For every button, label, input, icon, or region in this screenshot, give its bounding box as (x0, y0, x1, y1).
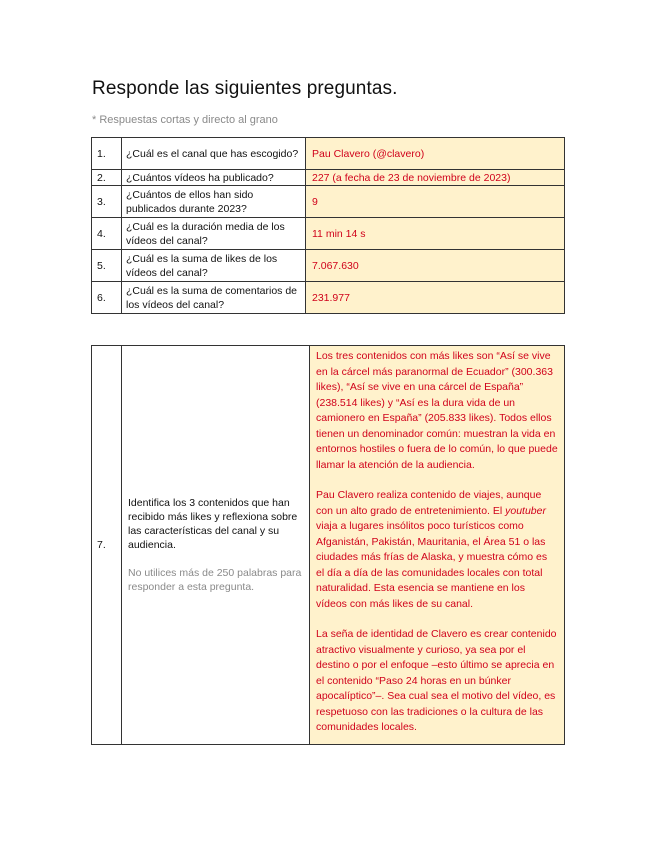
question-number: 5. (92, 250, 122, 282)
answer-paragraph-1: Los tres contenidos con más likes son “Así se vive en la cárcel más paranormal de Ecuador” (300.363 likes), “Así se vive en una cárcel de España” (238.514 likes) y “Así es la dura vida de un camionero en España” (205.833 likes). Todos ellos tienen un denominador común: muestran la vida en entornos hostiles o fuera de lo común, lo que puede llamar la atención de la audiencia. (316, 350, 558, 471)
page-subtitle: * Respuestas cortas y directo al grano (92, 114, 278, 126)
answer-cell (310, 346, 565, 745)
question-text: ¿Cuántos de ellos han sido publicados durante 2023? (122, 186, 306, 218)
answer-paragraph-2 (316, 488, 558, 612)
answer-text: 231.977 (306, 282, 565, 314)
answer-emphasis: youtuber (505, 504, 546, 517)
question-number: 3. (92, 186, 122, 218)
question-number: 4. (92, 218, 122, 250)
question-number: 6. (92, 282, 122, 314)
question-text: ¿Cuál es el canal que has escogido? (122, 138, 306, 170)
page-title: Responde las siguientes preguntas. (92, 78, 398, 99)
question-number: 1. (92, 138, 122, 170)
answer-text: 7.067.630 (306, 250, 565, 282)
question-text: Identifica los 3 contenidos que han recibido más likes y reflexiona sobre las características del canal y su audiencia. (128, 496, 298, 551)
answer-text: Pau Clavero (@clavero) (306, 138, 565, 170)
table-row (92, 346, 565, 745)
answer-text: 11 min 14 s (306, 218, 565, 250)
answer-text: viaja a lugares insólitos poco turísticos como Afganistán, Pakistán, Mauritania, el Área 51 o las ciudades más frías de Alaska, y muestra cómo es el día a día de las comunidades locales con total naturalidad. Esta esencia se mantiene en los vídeos con más likes de su canal. (316, 520, 548, 610)
table-row (92, 250, 565, 282)
question-number: 7. (92, 346, 122, 745)
table-row (92, 282, 565, 314)
table-row (92, 186, 565, 218)
answer-text: 227 (a fecha de 23 de noviembre de 2023) (306, 170, 565, 186)
question-cell (122, 346, 310, 745)
table-row (92, 218, 565, 250)
question-number: 2. (92, 170, 122, 186)
question-7-table (91, 345, 565, 745)
answer-text: Pau Clavero realiza contenido de viajes, aunque con un alto grado de entretenimiento. El (316, 489, 542, 517)
table-row (92, 138, 565, 170)
question-text: ¿Cuál es la suma de likes de los vídeos del canal? (122, 250, 306, 282)
question-note: No utilices más de 250 palabras para responder a esta pregunta. (128, 566, 302, 593)
table-row (92, 170, 565, 186)
question-text: ¿Cuál es la duración media de los vídeos del canal? (122, 218, 306, 250)
question-text: ¿Cuál es la suma de comentarios de los vídeos del canal? (122, 282, 306, 314)
answer-paragraph-3: La seña de identidad de Clavero es crear contenido atractivo visualmente y curioso, ya sea por el destino o por el enfoque –esto último se aprecia en el contenido “Paso 24 horas en un búnker apocalíptico”–. Sea cual sea el motivo del vídeo, es respetuoso con las tradiciones o la cultura de las comunidades locales. (316, 628, 557, 733)
questions-table (91, 137, 565, 314)
answer-text: 9 (306, 186, 565, 218)
question-text: ¿Cuántos vídeos ha publicado? (122, 170, 306, 186)
